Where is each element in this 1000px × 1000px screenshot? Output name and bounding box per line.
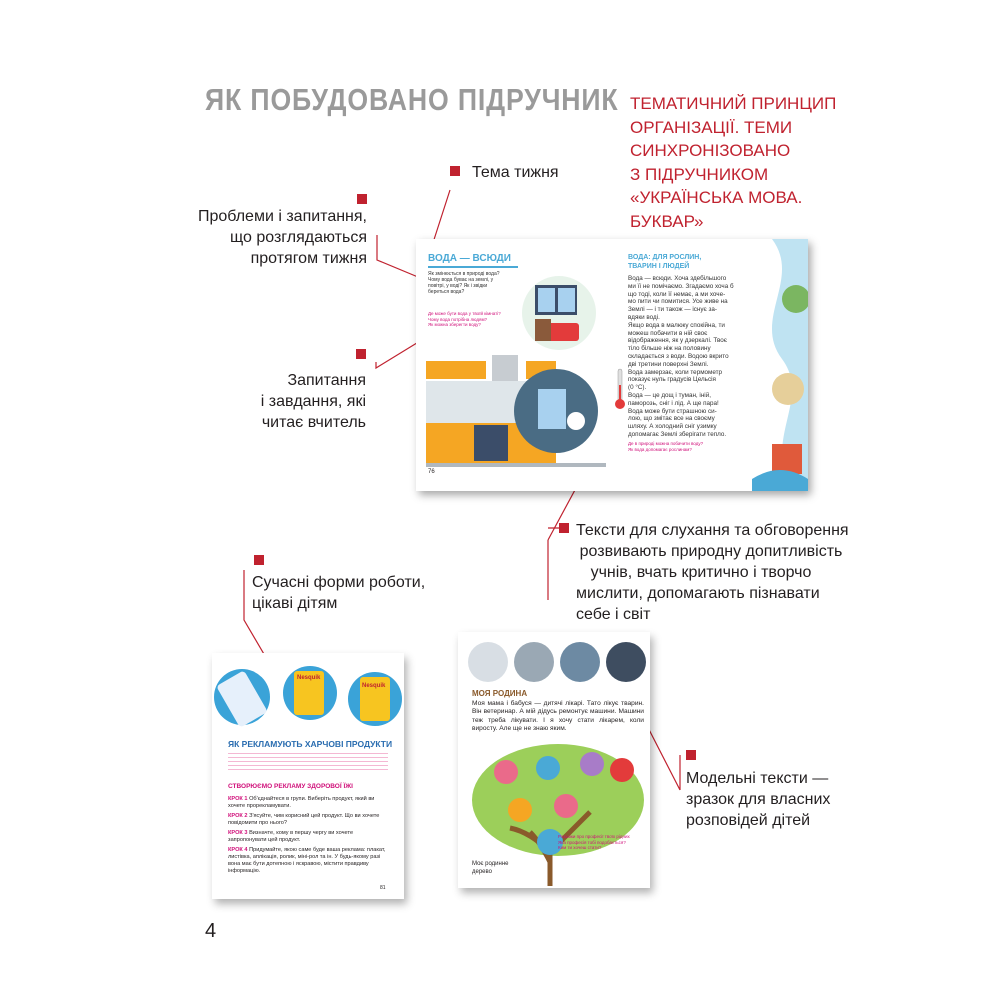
callout-line: мислити, допомагають пізнавати [576, 585, 820, 602]
callout-line: розповідей дітей [686, 812, 811, 829]
leader-line-texts [548, 528, 560, 600]
callout-line: і завдання, які [260, 393, 366, 410]
question-line: Ким ти хочеш стати? [558, 845, 602, 850]
booklet-advertising [212, 653, 404, 899]
question-line: Як вода допомагає рослинам? [628, 446, 692, 452]
callout-line: розвивають природну допитливість [579, 543, 843, 560]
thermometer-icon [614, 367, 626, 411]
intro-line: повітрі, у воді? Як і звідки [428, 283, 488, 289]
body-line: дві третини поверхні Землі. [628, 360, 709, 368]
callout-line: читає вчитель [261, 414, 366, 431]
subtitle-line: БУКВАР» [630, 211, 704, 231]
room-illustration [521, 273, 596, 353]
callout-model [686, 768, 830, 831]
callout-line: протягом тижня [250, 250, 367, 267]
bullet-square [357, 194, 367, 204]
body-line: що тоді, коли її немає, а ми хоче- [628, 290, 726, 298]
callout-questions [200, 370, 366, 433]
right-questions [628, 441, 738, 452]
question-line: Як можна зберегти воду? [428, 322, 481, 327]
callout-line: себе і світ [576, 606, 651, 623]
tree-caption [472, 860, 509, 876]
body-line: ми її не помічаємо. Згадаємо хоча б [628, 282, 734, 290]
caption-line: дерево [472, 869, 492, 875]
landscape-illustration [752, 239, 808, 491]
subtitle-line: СИНХРОНІЗОВАНО [630, 141, 791, 160]
booklet-subtitle: СТВОРЮЄМО РЕКЛАМУ ЗДОРОВОЇ ЇЖІ [228, 783, 353, 790]
subtitle-line: ОРГАНІЗАЦІЇ. ТЕМИ [630, 117, 793, 137]
left-intro [428, 271, 523, 295]
callout-texts [576, 520, 876, 625]
profession-photos [466, 640, 646, 684]
callout-line: учнів, вчать критично і творчо [590, 564, 812, 581]
body-line: можеш побачити в ній своє [628, 329, 708, 337]
body-line: допомагає Землі зберігати тепло. [628, 430, 727, 438]
question-line: Чому вода потрібна людям? [428, 316, 488, 322]
subtitle-line: «УКРАЇНСЬКА МОВА. [630, 188, 803, 207]
step-text: З'ясуйте, чим корисний цей продукт. Що ви хочете повідомити про нього? [228, 813, 380, 826]
step-item [228, 796, 390, 810]
callout-line: цікаві дітям [252, 595, 338, 612]
callout-week-topic: Тема тижня [472, 164, 559, 181]
step-label: КРОК 3 [228, 830, 248, 836]
bullet-square [254, 555, 264, 565]
step-text: Об'єднайтеся в групи. Виберіть продукт, який ви хочете прорекламувати. [228, 796, 375, 809]
bullet-square [356, 349, 366, 359]
question-line: Розкажи про професії твоїх рідних [558, 834, 630, 839]
caption-line: Моє родинне [472, 861, 509, 867]
body-line: Вода може бути страшною си- [628, 407, 717, 415]
left-questions [428, 311, 523, 328]
page-title: ЯК ПОБУДОВАНО ПІДРУЧНИК [205, 82, 619, 117]
right-title-line: ВОДА: ДЛЯ РОСЛИН, [628, 254, 702, 261]
callout-line: що розглядаються [230, 229, 367, 246]
page-number: 4 [205, 920, 217, 942]
step-label: КРОК 2 [228, 813, 248, 819]
right-body [628, 275, 760, 439]
body-line: Землі — і ти також — існує за- [628, 306, 718, 314]
step-label: КРОК 1 [228, 796, 248, 802]
step-item [228, 830, 390, 844]
family-questions [558, 834, 646, 851]
booklet-title: МОЯ РОДИНА [472, 689, 528, 698]
body-line: мо пити чи помитися. Усе живе на [628, 298, 728, 306]
question-line: Яка професія тобі подобається? [558, 839, 626, 845]
subtitle-line: З ПІДРУЧНИКОМ [630, 164, 769, 184]
right-page [612, 239, 808, 491]
question-line: Де в природі можна побачити воду? [628, 441, 704, 446]
body-line: Вода — це дощ і туман, іній, [628, 391, 711, 399]
booklet-family [458, 632, 650, 888]
body-line: вдяки воді. [628, 313, 660, 321]
body-line: лою, що змітає все на своєму [628, 415, 715, 423]
question-line: Де може бути вода у твоїй кімнаті? [428, 311, 501, 316]
booklet-steps [228, 796, 390, 875]
product-label: Nesquik [297, 675, 321, 681]
body-line: показує нуль градусів Цельсія [628, 376, 716, 384]
step-item [228, 847, 390, 875]
body-line: тіло більше ніж на половину [628, 345, 711, 353]
intro-line: Як змінюється в природі вода? [428, 271, 500, 277]
right-page-title [628, 253, 701, 271]
body-line: Вода — всюди. Хоча здебільшого [628, 275, 727, 282]
intro-line: береться вода? [428, 289, 465, 295]
step-item [228, 813, 390, 827]
callout-line: Тексти для слухання та обговорення [576, 522, 849, 539]
step-text: Придумайте, якою саме буде ваша реклама: плакат, листівка, аплікація, ролик, міні-рол та ін. У будь-якому разі вона має бути дотепною і яскравою, містити правдиву інформацію. [228, 847, 386, 874]
callout-problems [170, 206, 367, 269]
booklet-title: ЯК РЕКЛАМУЮТЬ ХАРЧОВІ ПРОДУКТИ [228, 739, 393, 749]
callout-line: Модельні тексти — [686, 770, 829, 787]
product-illustrations [212, 659, 404, 734]
kitchen-illustration [426, 351, 606, 469]
intro-line: Чому вода буває на землі, у [428, 277, 494, 283]
booklet-body: Моя мама і бабуся — дитячі лікарі. Тато лікує тварин. Він ветеринар. А мій дідусь ремонтує машини. Машини теж треба лікувати. І я хочу стати лікарем, коли виросту. Але ще не знаю яким. [472, 700, 644, 733]
title-underline [428, 266, 518, 268]
product-label: Nesquik [362, 683, 386, 689]
step-text: Визначте, кому в першу чергу ви хочете запропонувати цей продукт. [228, 830, 354, 843]
callout-line: Сучасні форми роботи, [252, 574, 426, 591]
bullet-square [559, 523, 569, 533]
callout-line: зразок для власних [686, 791, 831, 808]
body-line: Вода замерзає, коли термометр [628, 368, 723, 376]
right-title-line: ТВАРИН І ЛЮДЕЙ [628, 263, 690, 270]
body-line: паморозь, сніг і лід. А ще пара! [628, 399, 719, 407]
subtitle-line: ТЕМАТИЧНИЙ ПРИНЦИП [630, 94, 837, 113]
callout-line: Запитання [287, 372, 366, 389]
left-page-title: ВОДА — ВСЮДИ [428, 253, 511, 264]
bullet-square [686, 750, 696, 760]
left-page-number: 76 [428, 469, 435, 475]
body-line: (0 °С). [628, 384, 647, 392]
callout-modern [252, 572, 425, 614]
left-page [416, 239, 612, 491]
step-label: КРОК 4 [228, 847, 248, 853]
booklet-page-number: 81 [380, 885, 386, 891]
textbook-spread [416, 239, 808, 491]
body-line: шляху. А холодний сніг узимку [628, 423, 717, 431]
body-line: складається з води. Водою вкрито [628, 352, 729, 360]
bullet-square [450, 166, 460, 176]
body-line: відображення, як у дзеркалі. Твоє [628, 337, 727, 345]
body-line: Якщо вода в малюку спокійна, ти [628, 321, 725, 329]
callout-line: Проблеми і запитання, [197, 208, 367, 225]
booklet-intro [228, 753, 388, 773]
